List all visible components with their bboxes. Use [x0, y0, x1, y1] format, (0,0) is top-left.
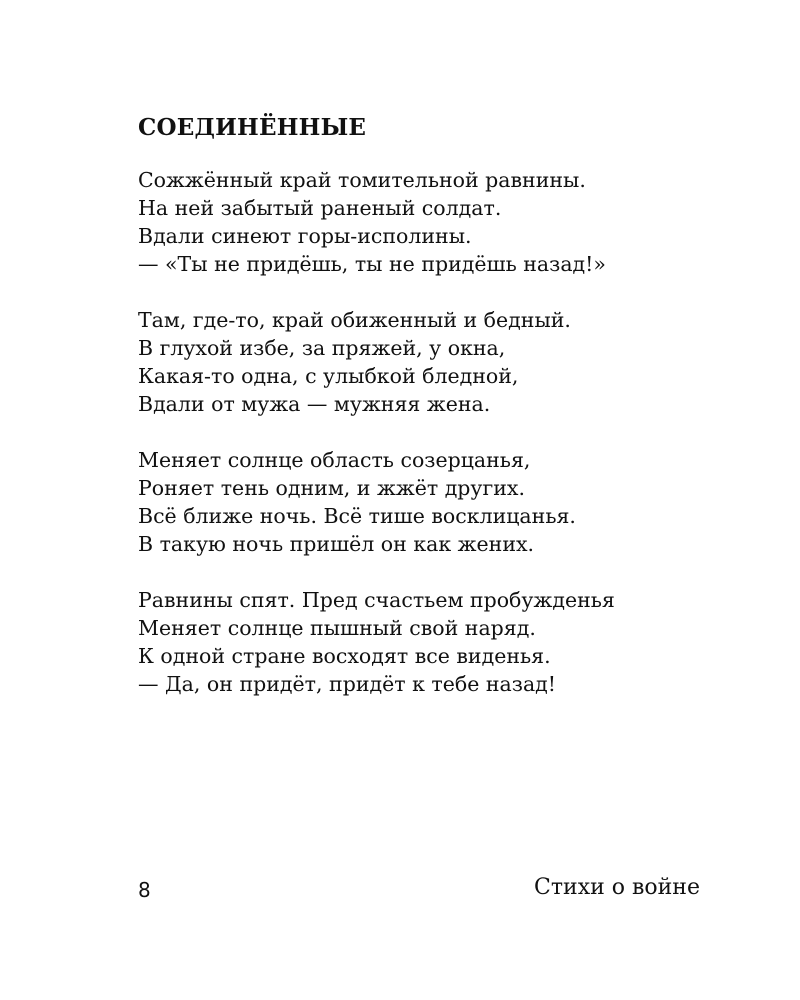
- poem-line: В глухой избе, за пряжей, у окна,: [138, 336, 506, 360]
- stanza-4: [138, 586, 738, 698]
- poem-line: Какая-то одна, с улыбкой бледной,: [138, 364, 519, 388]
- poem-line: — «Ты не придёшь, ты не придёшь назад!»: [138, 252, 606, 276]
- stanza-1: [138, 166, 738, 278]
- poem-line: — Да, он придёт, придёт к тебе назад!: [138, 672, 557, 696]
- poem-line: Равнины спят. Пред счастьем пробужденья: [138, 588, 615, 612]
- page-number: 8: [138, 878, 151, 902]
- running-footer-title: Стихи о войне: [534, 875, 700, 900]
- poem-line: На ней забытый раненый солдат.: [138, 196, 502, 220]
- poem-line: Вдали синеют горы-исполины.: [138, 224, 472, 248]
- poem-line: Вдали от мужа — мужняя жена.: [138, 392, 491, 416]
- poem-line: Всё ближе ночь. Всё тише восклицанья.: [138, 504, 576, 528]
- poem-title: СОЕДИНЁННЫЕ: [138, 114, 367, 141]
- poem-body: [138, 166, 738, 726]
- poem-line: Сожжённый край томительной равнины.: [138, 168, 586, 192]
- poem-line: В такую ночь пришёл он как жених.: [138, 532, 535, 556]
- poem-line: Там, где-то, край обиженный и бедный.: [138, 308, 571, 332]
- poem-line: Меняет солнце пышный свой наряд.: [138, 616, 536, 640]
- stanza-2: [138, 306, 738, 418]
- poem-line: Роняет тень одним, и жжёт других.: [138, 476, 525, 500]
- book-page: [138, 0, 718, 1000]
- poem-line: Меняет солнце область созерцанья,: [138, 448, 531, 472]
- poem-line: К одной стране восходят все виденья.: [138, 644, 551, 668]
- stanza-3: [138, 446, 738, 558]
